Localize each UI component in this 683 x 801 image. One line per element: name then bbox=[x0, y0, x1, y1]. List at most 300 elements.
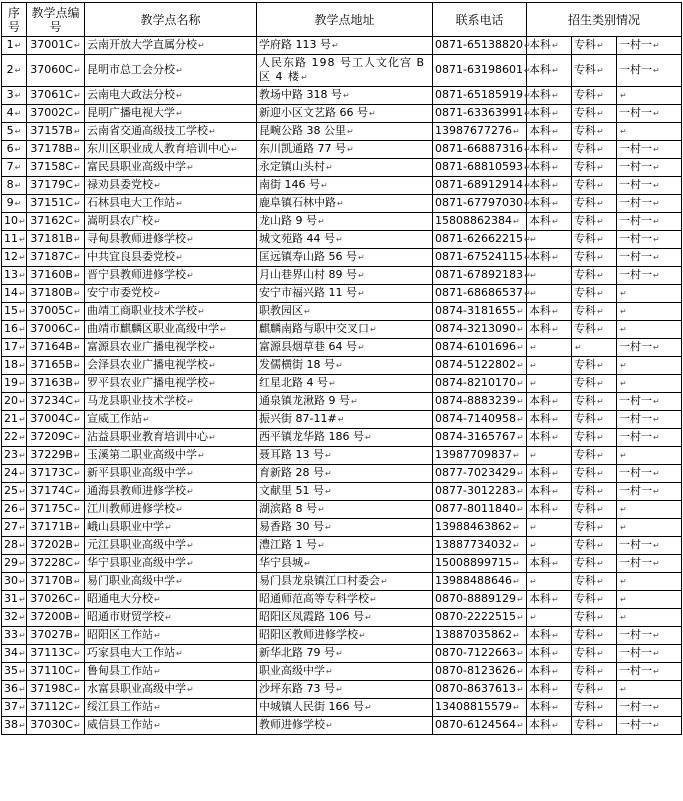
cell-code bbox=[27, 141, 85, 159]
cell-end-mark: ↵ bbox=[359, 631, 366, 640]
cell-code-text: 37001C bbox=[30, 38, 73, 51]
cell-village-text: 一村一 bbox=[619, 466, 652, 479]
cell-college bbox=[572, 37, 617, 55]
cell-address-text: 教场中路 318 号 bbox=[259, 88, 342, 101]
cell-college bbox=[572, 681, 617, 699]
cell-end-mark: ↵ bbox=[19, 685, 26, 694]
cell-name-text: 昭阳区工作站 bbox=[87, 628, 153, 641]
cell-seq bbox=[2, 519, 27, 537]
cell-phone bbox=[433, 87, 531, 105]
cell-end-mark: ↵ bbox=[358, 253, 365, 262]
cell-end-mark: ↵ bbox=[575, 343, 582, 352]
cell-end-mark: ↵ bbox=[19, 433, 26, 442]
header-seq: 序号 bbox=[2, 3, 27, 37]
cell-name-text: 昭通市财贸学校 bbox=[87, 610, 164, 623]
table-row bbox=[2, 447, 682, 465]
cell-end-mark: ↵ bbox=[336, 685, 343, 694]
cell-phone-text: 0874-8883239 bbox=[435, 394, 516, 407]
cell-end-mark: ↵ bbox=[19, 487, 26, 496]
cell-name bbox=[85, 267, 257, 285]
cell-undergrad-text: 本科 bbox=[529, 484, 551, 497]
cell-name bbox=[85, 285, 257, 303]
cell-seq bbox=[2, 699, 27, 717]
cell-address bbox=[257, 717, 433, 735]
cell-village bbox=[617, 231, 682, 249]
cell-college-text: 专科 bbox=[574, 628, 596, 641]
cell-seq bbox=[2, 141, 27, 159]
cell-village bbox=[617, 37, 682, 55]
cell-end-mark: ↵ bbox=[143, 415, 150, 424]
cell-code-text: 37228C bbox=[30, 556, 73, 569]
cell-phone bbox=[433, 555, 527, 573]
cell-end-mark: ↵ bbox=[19, 541, 26, 550]
cell-village bbox=[617, 177, 682, 195]
cell-end-mark: ↵ bbox=[73, 577, 81, 586]
cell-seq bbox=[2, 411, 27, 429]
cell-end-mark: ↵ bbox=[530, 289, 537, 298]
cell-end-mark: ↵ bbox=[165, 523, 172, 532]
cell-college-text: 专科 bbox=[574, 412, 596, 425]
cell-seq-text: 1 bbox=[6, 38, 14, 51]
cell-village-text: 一村一 bbox=[619, 718, 652, 731]
cell-phone bbox=[433, 37, 531, 55]
cell-name-text: 巧家县电大工作站 bbox=[87, 646, 175, 659]
cell-seq bbox=[2, 447, 27, 465]
cell-end-mark: ↵ bbox=[552, 325, 559, 334]
cell-end-mark: ↵ bbox=[516, 685, 524, 694]
cell-end-mark: ↵ bbox=[365, 613, 372, 622]
cell-end-mark: ↵ bbox=[73, 721, 81, 730]
cell-village bbox=[617, 555, 682, 573]
cell-end-mark: ↵ bbox=[187, 235, 194, 244]
cell-seq bbox=[2, 213, 27, 231]
cell-address bbox=[257, 663, 433, 681]
cell-undergrad bbox=[527, 429, 572, 447]
cell-name-text: 沾益县职业教育培训中心 bbox=[87, 430, 208, 443]
cell-seq-text: 27 bbox=[4, 520, 18, 533]
cell-end-mark: ↵ bbox=[19, 595, 26, 604]
cell-code bbox=[27, 87, 85, 105]
cell-phone-text: 0871-63363991 bbox=[435, 106, 523, 119]
cell-end-mark: ↵ bbox=[187, 397, 194, 406]
cell-end-mark: ↵ bbox=[597, 505, 604, 514]
cell-college-text: 专科 bbox=[574, 466, 596, 479]
cell-end-mark: ↵ bbox=[653, 235, 660, 244]
cell-end-mark: ↵ bbox=[552, 181, 559, 190]
cell-end-mark: ↵ bbox=[597, 577, 604, 586]
cell-village bbox=[617, 105, 682, 123]
cell-name bbox=[85, 627, 257, 645]
cell-code-text: 37113C bbox=[30, 646, 73, 659]
cell-village bbox=[617, 159, 682, 177]
cell-undergrad-text: 本科 bbox=[529, 682, 551, 695]
cell-code-text: 37200B bbox=[30, 610, 73, 623]
cell-college bbox=[572, 303, 617, 321]
cell-undergrad-text: 本科 bbox=[529, 664, 551, 677]
cell-end-mark: ↵ bbox=[597, 127, 604, 136]
cell-end-mark: ↵ bbox=[14, 41, 22, 50]
cell-address-text: 发儒横街 18 号 bbox=[259, 358, 335, 371]
cell-code-text: 37151C bbox=[30, 196, 73, 209]
cell-code-text: 37175C bbox=[30, 502, 73, 515]
cell-name-text: 昆明广播电视大学 bbox=[87, 106, 175, 119]
cell-end-mark: ↵ bbox=[19, 325, 26, 334]
cell-end-mark: ↵ bbox=[523, 235, 531, 244]
cell-college bbox=[572, 519, 617, 537]
cell-name bbox=[85, 123, 257, 141]
cell-end-mark: ↵ bbox=[620, 127, 627, 136]
cell-name bbox=[85, 645, 257, 663]
cell-end-mark: ↵ bbox=[19, 235, 26, 244]
cell-village-text: 一村一 bbox=[619, 628, 652, 641]
cell-phone-text: 13987677276 bbox=[435, 124, 512, 137]
cell-code bbox=[27, 375, 85, 393]
cell-end-mark: ↵ bbox=[73, 559, 81, 568]
cell-undergrad-text: 本科 bbox=[529, 502, 551, 515]
cell-end-mark: ↵ bbox=[165, 613, 172, 622]
cell-code-text: 37158C bbox=[30, 160, 73, 173]
cell-code bbox=[27, 267, 85, 285]
cell-end-mark: ↵ bbox=[597, 325, 604, 334]
cell-end-mark: ↵ bbox=[552, 199, 559, 208]
table-row bbox=[2, 393, 682, 411]
cell-end-mark: ↵ bbox=[19, 343, 26, 352]
cell-end-mark: ↵ bbox=[597, 541, 604, 550]
header-address: 教学点地址 bbox=[257, 3, 433, 37]
cell-phone bbox=[433, 429, 527, 447]
cell-name-text: 威信县工作站 bbox=[87, 718, 153, 731]
cell-address-text: 城文苑路 44 号 bbox=[259, 232, 335, 245]
cell-college-text: 专科 bbox=[574, 502, 596, 515]
cell-end-mark: ↵ bbox=[176, 577, 183, 586]
cell-college-text: 专科 bbox=[574, 664, 596, 677]
cell-phone bbox=[433, 339, 527, 357]
cell-code bbox=[27, 339, 85, 357]
cell-address bbox=[257, 537, 433, 555]
cell-name-text: 富民县职业高级中学 bbox=[87, 160, 186, 173]
cell-seq-text: 9 bbox=[6, 196, 14, 209]
cell-village bbox=[617, 591, 682, 609]
cell-name-text: 曲靖市麒麟区职业高级中学 bbox=[87, 322, 219, 335]
cell-end-mark: ↵ bbox=[19, 307, 26, 316]
cell-end-mark: ↵ bbox=[597, 271, 604, 280]
cell-name bbox=[85, 55, 257, 87]
cell-name-text: 寻甸县教师进修学校 bbox=[87, 232, 186, 245]
cell-code bbox=[27, 627, 85, 645]
cell-end-mark: ↵ bbox=[154, 721, 161, 730]
cell-end-mark: ↵ bbox=[209, 343, 216, 352]
cell-name-text: 会泽县农业广播电视学校 bbox=[87, 358, 208, 371]
cell-name bbox=[85, 717, 257, 735]
cell-code bbox=[27, 357, 85, 375]
cell-end-mark: ↵ bbox=[530, 271, 537, 280]
table-row bbox=[2, 555, 682, 573]
cell-address bbox=[257, 681, 433, 699]
cell-phone-text: 0870-7122663 bbox=[435, 646, 516, 659]
cell-phone-text: 0871-67524115 bbox=[435, 250, 523, 263]
cell-end-mark: ↵ bbox=[620, 361, 627, 370]
cell-college-text: 专科 bbox=[574, 610, 596, 623]
cell-end-mark: ↵ bbox=[512, 541, 520, 550]
cell-college-text: 专科 bbox=[574, 538, 596, 551]
cell-seq bbox=[2, 231, 27, 249]
cell-end-mark: ↵ bbox=[653, 397, 660, 406]
cell-end-mark: ↵ bbox=[552, 721, 559, 730]
cell-seq-text: 26 bbox=[4, 502, 18, 515]
cell-undergrad bbox=[527, 411, 572, 429]
cell-code bbox=[27, 285, 85, 303]
cell-end-mark: ↵ bbox=[14, 109, 22, 118]
table-row bbox=[2, 141, 682, 159]
cell-phone bbox=[433, 627, 527, 645]
cell-code-text: 37163B bbox=[30, 376, 73, 389]
cell-end-mark: ↵ bbox=[597, 289, 604, 298]
cell-seq bbox=[2, 681, 27, 699]
cell-village-text: 一村一 bbox=[619, 142, 652, 155]
cell-phone-text: 0874-5122802 bbox=[435, 358, 516, 371]
cell-name bbox=[85, 213, 257, 231]
cell-undergrad bbox=[527, 627, 572, 645]
cell-village bbox=[617, 699, 682, 717]
cell-end-mark: ↵ bbox=[523, 66, 531, 75]
cell-address-text: 职业高级中学 bbox=[259, 664, 325, 677]
cell-seq bbox=[2, 195, 27, 213]
cell-end-mark: ↵ bbox=[336, 361, 343, 370]
cell-name bbox=[85, 321, 257, 339]
cell-seq bbox=[2, 393, 27, 411]
cell-college bbox=[572, 411, 617, 429]
cell-village bbox=[617, 213, 682, 231]
cell-end-mark: ↵ bbox=[19, 505, 26, 514]
cell-end-mark: ↵ bbox=[73, 397, 81, 406]
cell-seq bbox=[2, 483, 27, 501]
cell-code bbox=[27, 663, 85, 681]
cell-seq bbox=[2, 465, 27, 483]
table-row bbox=[2, 339, 682, 357]
cell-end-mark: ↵ bbox=[73, 667, 81, 676]
cell-code bbox=[27, 105, 85, 123]
cell-end-mark: ↵ bbox=[19, 559, 26, 568]
cell-code bbox=[27, 519, 85, 537]
cell-seq bbox=[2, 537, 27, 555]
cell-end-mark: ↵ bbox=[370, 595, 377, 604]
header-row bbox=[2, 3, 682, 37]
cell-code bbox=[27, 55, 85, 87]
cell-end-mark: ↵ bbox=[653, 631, 660, 640]
cell-end-mark: ↵ bbox=[73, 307, 81, 316]
cell-seq bbox=[2, 645, 27, 663]
cell-address bbox=[257, 519, 433, 537]
cell-undergrad bbox=[527, 141, 572, 159]
cell-name-text: 通海县教师进修学校 bbox=[87, 484, 186, 497]
cell-end-mark: ↵ bbox=[332, 41, 339, 50]
cell-address-text: 昭阳区凤霞路 106 号 bbox=[259, 610, 364, 623]
cell-village bbox=[617, 483, 682, 501]
cell-code-text: 37110C bbox=[30, 664, 73, 677]
cell-phone-text: 0871-68686537 bbox=[435, 286, 523, 299]
cell-address bbox=[257, 483, 433, 501]
cell-phone bbox=[433, 249, 531, 267]
cell-address bbox=[257, 159, 433, 177]
cell-end-mark: ↵ bbox=[73, 631, 81, 640]
cell-end-mark: ↵ bbox=[552, 307, 559, 316]
cell-phone-text: 0870-6124564 bbox=[435, 718, 516, 731]
cell-end-mark: ↵ bbox=[552, 469, 559, 478]
cell-undergrad-text: 本科 bbox=[529, 178, 551, 191]
cell-code bbox=[27, 249, 85, 267]
cell-end-mark: ↵ bbox=[552, 559, 559, 568]
cell-end-mark: ↵ bbox=[154, 631, 161, 640]
table-row bbox=[2, 231, 682, 249]
cell-address bbox=[257, 231, 433, 249]
cell-address-text: 沙坪东路 73 号 bbox=[259, 682, 335, 695]
cell-undergrad bbox=[527, 681, 572, 699]
cell-college-text: 专科 bbox=[574, 592, 596, 605]
cell-seq-text: 32 bbox=[4, 610, 18, 623]
cell-end-mark: ↵ bbox=[14, 199, 22, 208]
cell-name bbox=[85, 37, 257, 55]
cell-end-mark: ↵ bbox=[176, 253, 183, 262]
cell-seq-text: 15 bbox=[4, 304, 18, 317]
cell-phone-text: 0871-68810593 bbox=[435, 160, 523, 173]
cell-name bbox=[85, 501, 257, 519]
cell-college-text: 专科 bbox=[574, 322, 596, 335]
cell-seq bbox=[2, 159, 27, 177]
cell-end-mark: ↵ bbox=[597, 307, 604, 316]
cell-end-mark: ↵ bbox=[653, 703, 660, 712]
cell-code bbox=[27, 645, 85, 663]
cell-code bbox=[27, 393, 85, 411]
cell-end-mark: ↵ bbox=[73, 163, 81, 172]
cell-address bbox=[257, 213, 433, 231]
cell-college bbox=[572, 249, 617, 267]
cell-end-mark: ↵ bbox=[516, 415, 524, 424]
cell-phone-text: 0871-67797030 bbox=[435, 196, 523, 209]
cell-end-mark: ↵ bbox=[620, 451, 627, 460]
cell-end-mark: ↵ bbox=[337, 415, 345, 424]
cell-phone-text: 13887734032 bbox=[435, 538, 512, 551]
cell-end-mark: ↵ bbox=[325, 469, 332, 478]
cell-code bbox=[27, 411, 85, 429]
cell-undergrad bbox=[527, 357, 572, 375]
cell-phone bbox=[433, 519, 527, 537]
cell-village-text: 一村一 bbox=[619, 196, 652, 209]
cell-village bbox=[617, 519, 682, 537]
cell-seq bbox=[2, 267, 27, 285]
cell-undergrad-text: 本科 bbox=[529, 556, 551, 569]
cell-end-mark: ↵ bbox=[370, 325, 377, 334]
cell-end-mark: ↵ bbox=[73, 379, 81, 388]
cell-undergrad bbox=[527, 447, 572, 465]
cell-address-text: 安宁市福兴路 11 号 bbox=[259, 286, 357, 299]
cell-name bbox=[85, 447, 257, 465]
cell-end-mark: ↵ bbox=[653, 163, 660, 172]
cell-address bbox=[257, 55, 433, 87]
cell-name bbox=[85, 339, 257, 357]
cell-code bbox=[27, 195, 85, 213]
cell-end-mark: ↵ bbox=[512, 217, 520, 226]
cell-phone-text: 13887035862 bbox=[435, 628, 512, 641]
cell-end-mark: ↵ bbox=[73, 451, 81, 460]
cell-phone-text: 0870-8637613 bbox=[435, 682, 516, 695]
cell-undergrad bbox=[527, 249, 572, 267]
table-row bbox=[2, 681, 682, 699]
cell-name-text: 华宁县职业高级中学 bbox=[87, 556, 186, 569]
cell-seq-text: 20 bbox=[4, 394, 18, 407]
cell-name-text: 鲁甸县工作站 bbox=[87, 664, 153, 677]
table-row bbox=[2, 159, 682, 177]
cell-end-mark: ↵ bbox=[19, 379, 26, 388]
cell-seq bbox=[2, 87, 27, 105]
cell-code-text: 37187C bbox=[30, 250, 73, 263]
cell-college bbox=[572, 195, 617, 213]
cell-end-mark: ↵ bbox=[365, 433, 372, 442]
cell-phone-text: 0870-2222515 bbox=[435, 610, 516, 623]
cell-undergrad-text: 本科 bbox=[529, 88, 551, 101]
cell-village bbox=[617, 267, 682, 285]
cell-end-mark: ↵ bbox=[325, 451, 332, 460]
cell-end-mark: ↵ bbox=[73, 271, 81, 280]
cell-end-mark: ↵ bbox=[19, 415, 26, 424]
cell-end-mark: ↵ bbox=[176, 199, 183, 208]
cell-end-mark: ↵ bbox=[14, 91, 22, 100]
cell-name-text: 新平县职业高级中学 bbox=[87, 466, 186, 479]
cell-seq bbox=[2, 627, 27, 645]
cell-village-text: 一村一 bbox=[619, 538, 652, 551]
cell-seq bbox=[2, 55, 27, 87]
cell-undergrad bbox=[527, 231, 572, 249]
cell-code bbox=[27, 591, 85, 609]
cell-name-text: 元江县职业高级中学 bbox=[87, 538, 186, 551]
cell-name bbox=[85, 609, 257, 627]
cell-code bbox=[27, 213, 85, 231]
cell-address bbox=[257, 303, 433, 321]
cell-end-mark: ↵ bbox=[620, 307, 627, 316]
table-row bbox=[2, 645, 682, 663]
cell-code-text: 37160B bbox=[30, 268, 73, 281]
cell-college-text: 专科 bbox=[574, 556, 596, 569]
cell-address bbox=[257, 627, 433, 645]
cell-phone bbox=[433, 537, 527, 555]
cell-undergrad-text: 本科 bbox=[529, 38, 551, 51]
cell-village bbox=[617, 465, 682, 483]
cell-end-mark: ↵ bbox=[73, 145, 81, 154]
cell-name-text: 绥江县工作站 bbox=[87, 700, 153, 713]
cell-phone bbox=[433, 411, 527, 429]
cell-phone-text: 0877-8011840 bbox=[435, 502, 516, 515]
cell-phone-text: 0874-8210170 bbox=[435, 376, 516, 389]
cell-college-text: 专科 bbox=[574, 430, 596, 443]
cell-end-mark: ↵ bbox=[552, 66, 559, 75]
cell-seq bbox=[2, 303, 27, 321]
cell-end-mark: ↵ bbox=[318, 505, 325, 514]
cell-phone bbox=[433, 231, 531, 249]
cell-end-mark: ↵ bbox=[516, 721, 524, 730]
cell-address-text: 南街 146 号 bbox=[259, 178, 320, 191]
cell-college bbox=[572, 231, 617, 249]
cell-village-text: 一村一 bbox=[619, 430, 652, 443]
cell-college-text: 专科 bbox=[574, 38, 596, 51]
cell-address bbox=[257, 249, 433, 267]
cell-village bbox=[617, 609, 682, 627]
cell-address-text: 振兴街 87-11# bbox=[259, 412, 337, 425]
cell-code bbox=[27, 555, 85, 573]
cell-phone-text: 13988488646 bbox=[435, 574, 512, 587]
table-row bbox=[2, 627, 682, 645]
cell-name bbox=[85, 681, 257, 699]
cell-end-mark: ↵ bbox=[552, 703, 559, 712]
cell-village-text: 一村一 bbox=[619, 484, 652, 497]
